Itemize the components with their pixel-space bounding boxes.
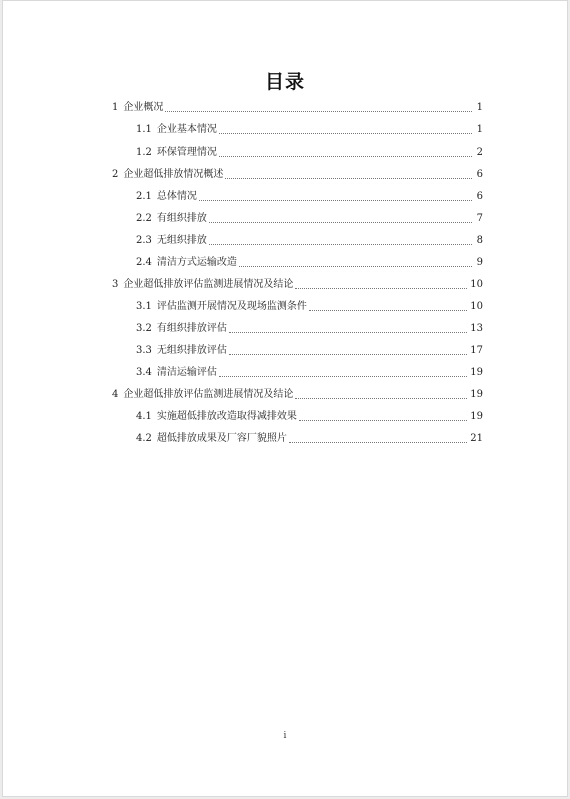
- toc-leader-dots: [229, 354, 467, 355]
- toc-entry-text: 清洁运输评估: [156, 367, 217, 378]
- toc-entry-page: 6: [476, 169, 483, 180]
- toc-entry-page: 10: [470, 279, 483, 290]
- toc-entry-number: 2.4: [136, 257, 152, 268]
- toc-entry[interactable]: [136, 191, 483, 203]
- toc-entry-number: 4: [112, 389, 119, 400]
- toc-entry-number: 3.2: [136, 323, 152, 334]
- toc-entry-number: 4.1: [136, 411, 152, 422]
- toc-entry-page: 13: [470, 323, 483, 334]
- toc-entry[interactable]: [136, 124, 483, 136]
- toc-entry-text: 企业概况: [123, 102, 164, 113]
- toc-entry-text: 评估监测开展情况及现场监测条件: [156, 301, 307, 312]
- toc-entry[interactable]: [136, 345, 483, 357]
- page-title: 目录: [264, 71, 305, 93]
- toc-entry-number: 3: [112, 279, 119, 290]
- toc-entry[interactable]: [136, 213, 483, 225]
- toc-entry[interactable]: [112, 102, 483, 114]
- toc-leader-dots: [219, 376, 467, 377]
- toc-entry-text: 超低排放成果及厂容厂貌照片: [156, 433, 287, 444]
- toc-entry[interactable]: [112, 169, 483, 181]
- toc-entry-text: 环保管理情况: [156, 147, 217, 158]
- toc-entry-number: 3.4: [136, 367, 152, 378]
- toc-entry[interactable]: [136, 235, 483, 247]
- toc-entry-page: 19: [470, 411, 483, 422]
- toc-leader-dots: [225, 178, 472, 179]
- toc-entry-page: 2: [476, 147, 483, 158]
- toc-entry-page: 8: [476, 235, 483, 246]
- toc-entry-number: 4.2: [136, 433, 152, 444]
- toc-entry-number: 1.1: [136, 124, 152, 135]
- toc-leader-dots: [209, 222, 472, 223]
- toc-entry[interactable]: [136, 257, 483, 269]
- toc-entry-number: 1.2: [136, 147, 152, 158]
- toc-leader-dots: [209, 244, 472, 245]
- toc-entry-text: 无组织排放评估: [156, 345, 227, 356]
- toc-entry-text: 企业超低排放评估监测进展情况及结论: [123, 389, 294, 400]
- toc-entry-text: 企业基本情况: [156, 124, 217, 135]
- toc-leader-dots: [219, 156, 472, 157]
- toc-entry-number: 1: [112, 102, 119, 113]
- toc-entry[interactable]: [112, 389, 483, 401]
- toc-entry[interactable]: [136, 323, 483, 335]
- toc-entry-number: 2: [112, 169, 119, 180]
- toc-entry[interactable]: [136, 411, 483, 423]
- toc-entry-text: 企业超低排放评估监测进展情况及结论: [123, 279, 294, 290]
- toc-entry-text: 实施超低排放改造取得减排效果: [156, 411, 297, 422]
- toc-leader-dots: [299, 420, 467, 421]
- toc-leader-dots: [239, 266, 472, 267]
- toc-entry-number: 2.3: [136, 235, 152, 246]
- toc-entry-text: 企业超低排放情况概述: [123, 169, 224, 180]
- toc-entry-page: 6: [476, 191, 483, 202]
- toc-entry-page: 9: [476, 257, 483, 268]
- toc-entry-page: 1: [476, 124, 483, 135]
- toc-entry-text: 有组织排放: [156, 213, 207, 224]
- toc-entry-number: 2.1: [136, 191, 152, 202]
- toc-entry[interactable]: [136, 301, 483, 313]
- toc-entry[interactable]: [136, 433, 483, 445]
- toc-leader-dots: [199, 200, 472, 201]
- toc-leader-dots: [309, 310, 467, 311]
- toc-leader-dots: [165, 111, 472, 112]
- toc-entry-page: 19: [470, 367, 483, 378]
- toc-entry-number: 2.2: [136, 213, 152, 224]
- toc-leader-dots: [295, 398, 467, 399]
- toc-entry-text: 有组织排放评估: [156, 323, 227, 334]
- toc-entry-page: 19: [470, 389, 483, 400]
- toc-entry-page: 7: [476, 213, 483, 224]
- toc-entry-text: 总体情况: [156, 191, 197, 202]
- toc-entry-number: 3.3: [136, 345, 152, 356]
- toc-leader-dots: [295, 288, 467, 289]
- toc-leader-dots: [219, 133, 472, 134]
- toc-entry[interactable]: [112, 279, 483, 291]
- toc-leader-dots: [289, 442, 467, 443]
- toc-entry-number: 3.1: [136, 301, 152, 312]
- toc-entry-text: 无组织排放: [156, 235, 207, 246]
- toc-entry[interactable]: [136, 367, 483, 379]
- toc-leader-dots: [229, 332, 467, 333]
- toc-entry-page: 21: [470, 433, 483, 444]
- page-number: i: [283, 731, 287, 741]
- toc-entry-page: 1: [476, 102, 483, 113]
- toc-entry-text: 清洁方式运输改造: [156, 257, 237, 268]
- toc-entry-page: 17: [470, 345, 483, 356]
- document-page: [2, 0, 568, 797]
- toc-entry[interactable]: [136, 147, 483, 159]
- toc-entry-page: 10: [470, 301, 483, 312]
